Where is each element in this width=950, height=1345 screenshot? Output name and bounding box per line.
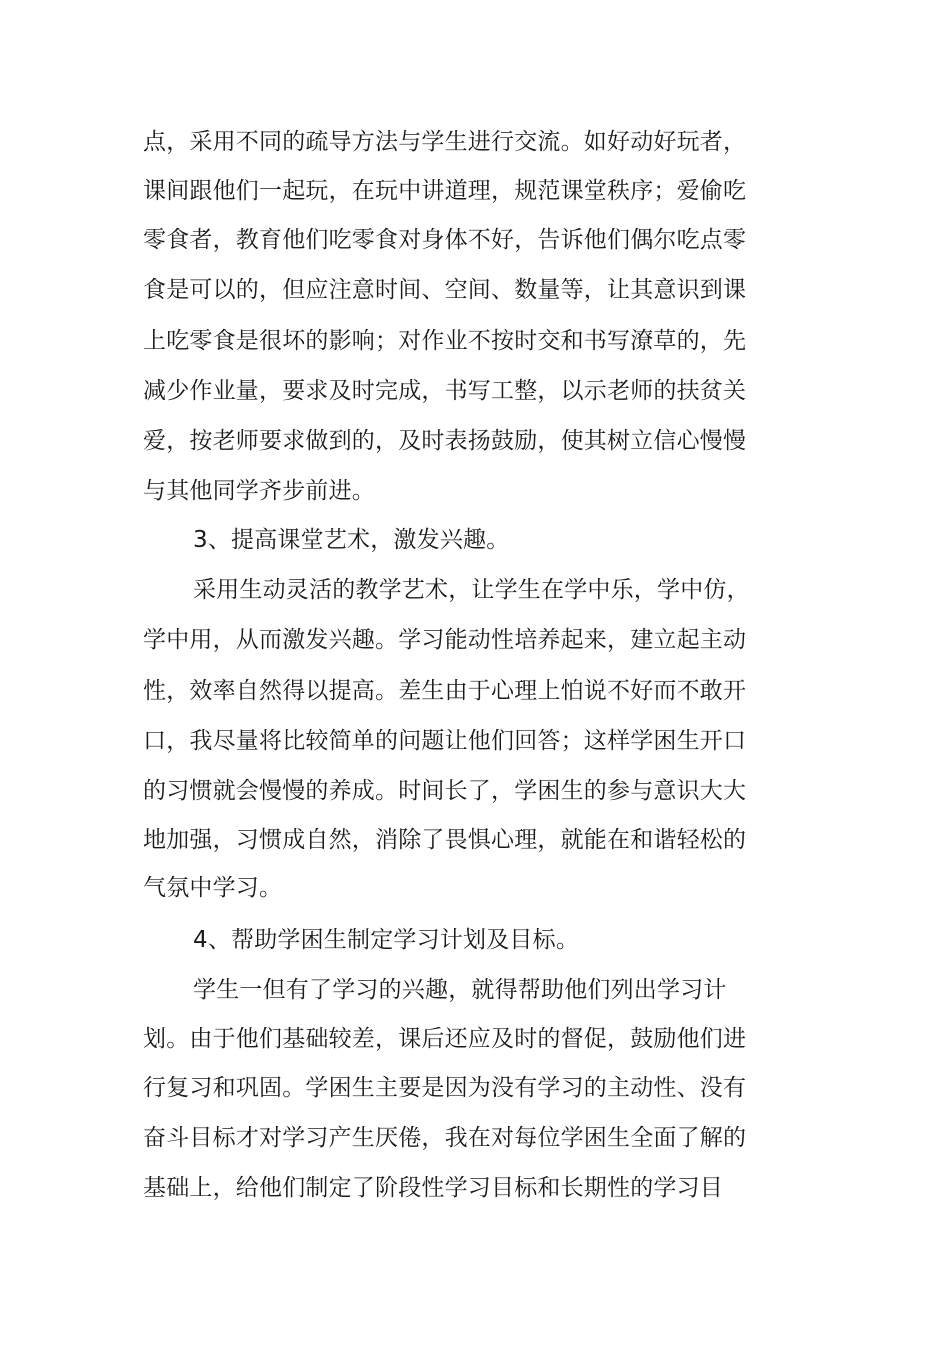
text-line: 性，效率自然得以提高。差生由于心理上怕说不好而不敢开: [143, 678, 747, 704]
text-line: 减少作业量，要求及时完成，书写工整，以示老师的扶贫关: [143, 378, 747, 404]
text-line: 爱，按老师要求做到的，及时表扬鼓励，使其树立信心慢慢: [143, 428, 747, 454]
text-line: 与其他同学齐步前进。: [143, 478, 375, 504]
text-line: 零食者，教育他们吃零食对身体不好，告诉他们偶尔吃点零: [143, 227, 747, 253]
text-line: 气氛中学习。: [143, 875, 283, 901]
text-line: 口，我尽量将比较简单的问题让他们回答；这样学困生开口: [143, 728, 747, 754]
text-line: 奋斗目标才对学习产生厌倦，我在对每位学困生全面了解的: [143, 1125, 747, 1151]
text-line: 点，采用不同的疏导方法与学生进行交流。如好动好玩者，: [143, 129, 747, 155]
text-line: 上吃零食是很坏的影响；对作业不按时交和书写潦草的，先: [143, 328, 747, 354]
text-line: 行复习和巩固。学困生主要是因为没有学习的主动性、没有: [143, 1075, 747, 1101]
paragraph-start: 采用生动灵活的教学艺术，让学生在学中乐，学中仿，: [193, 577, 750, 603]
text-line: 课间跟他们一起玩，在玩中讲道理，规范课堂秩序；爱偷吃: [143, 178, 747, 204]
text-line: 食是可以的，但应注意时间、空间、数量等，让其意识到课: [143, 277, 747, 303]
text-line: 的习惯就会慢慢的养成。时间长了，学困生的参与意识大大: [143, 778, 747, 804]
text-line: 地加强，习惯成自然，消除了畏惧心理，就能在和谐轻松的: [143, 827, 747, 853]
text-line: 划。由于他们基础较差，课后还应及时的督促，鼓励他们进: [143, 1026, 747, 1052]
text-line: 学中用，从而激发兴趣。学习能动性培养起来，建立起主动: [143, 627, 747, 653]
paragraph-start: 学生一但有了学习的兴趣，就得帮助他们列出学习计: [193, 977, 727, 1003]
section-heading-4: 4、帮助学困生制定学习计划及目标。: [193, 927, 580, 953]
text-line: 基础上，给他们制定了阶段性学习目标和长期性的学习目: [143, 1175, 723, 1201]
section-heading-3: 3、提高课堂艺术，激发兴趣。: [193, 527, 510, 553]
